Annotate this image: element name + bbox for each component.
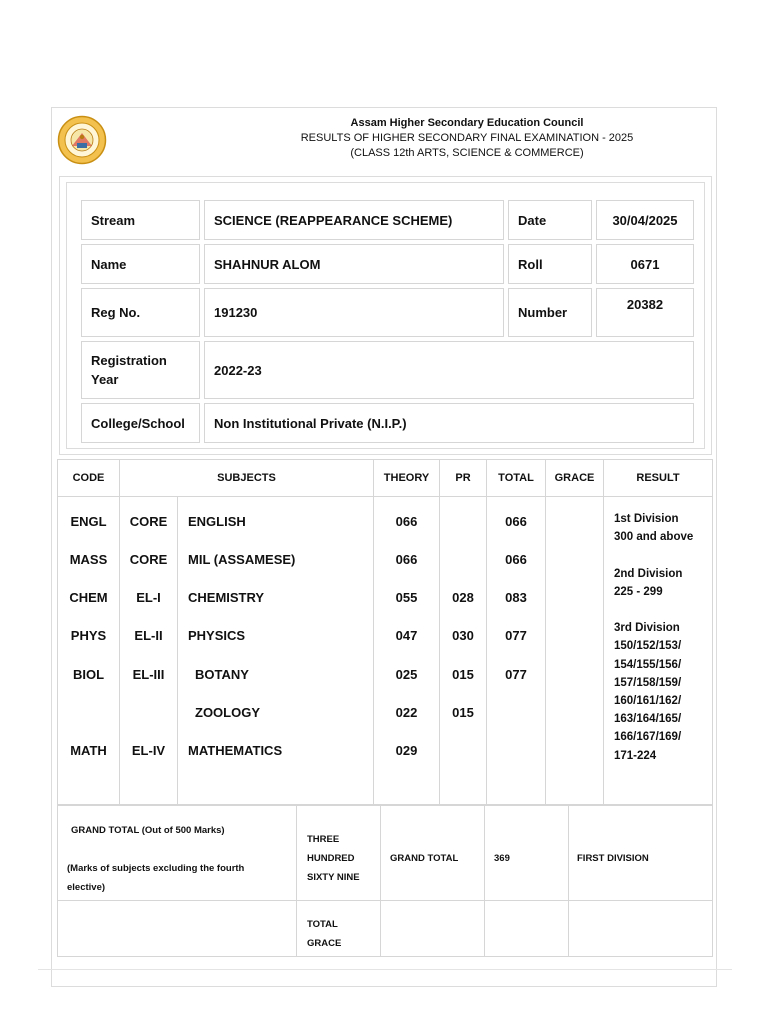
candidate-info-frame <box>59 176 712 455</box>
pr-header: PR <box>455 472 471 484</box>
total-grace-label: GRACE <box>307 938 342 949</box>
row-total: 083 <box>505 590 527 605</box>
division-line: 3rd Division <box>614 622 680 635</box>
row-pr: 015 <box>452 705 474 720</box>
row-type: CORE <box>129 552 168 567</box>
subjects-header: SUBJECTS <box>217 472 276 484</box>
row-theory: 066 <box>395 552 418 567</box>
code-header: CODE <box>72 472 105 484</box>
total-header: TOTAL <box>498 472 534 484</box>
row-code: CHEM <box>69 590 108 605</box>
row-total: 066 <box>505 514 527 529</box>
grand-total-note: (Marks of subjects excluding the fourth elective) <box>67 863 245 893</box>
division-result: FIRST DIVISION <box>577 853 649 864</box>
grand-total-table <box>57 805 713 957</box>
date-value: 30/04/2025 <box>596 200 694 240</box>
division-criteria <box>614 510 710 765</box>
row-subject: MIL (ASSAMESE) <box>188 552 296 567</box>
name-label: Name <box>81 244 200 284</box>
total-grace-label: TOTAL <box>307 919 338 930</box>
grand-total-title: GRAND TOTAL (Out of 500 Marks) <box>71 825 225 836</box>
row-type: EL-III <box>132 667 165 682</box>
empty-cell <box>57 900 297 957</box>
division-line: 1st Division <box>614 513 679 525</box>
row-subject: PHYSICS <box>188 628 246 643</box>
exam-title: RESULTS OF HIGHER SECONDARY FINAL EXAMINATION - 2025 <box>300 132 634 144</box>
row-theory: 055 <box>395 590 418 605</box>
council-seal-logo <box>57 115 107 165</box>
stream-value: SCIENCE (REAPPEARANCE SCHEME) <box>204 200 504 240</box>
reg-no-label: Reg No. <box>81 288 200 337</box>
total-words-line: SIXTY NINE <box>307 872 360 883</box>
division-line: 154/155/156/ <box>614 658 682 671</box>
row-theory: 022 <box>395 705 418 720</box>
result-sheet <box>51 107 717 987</box>
row-type: EL-II <box>134 628 163 643</box>
theory-header: THEORY <box>383 472 430 484</box>
reg-no-value: 191230 <box>204 288 504 337</box>
marks-table <box>57 459 713 805</box>
row-subject: CHEMISTRY <box>188 590 265 605</box>
college-value: Non Institutional Private (N.I.P.) <box>204 403 694 443</box>
result-header: RESULT <box>636 472 680 484</box>
division-line: 160/161/162/ <box>614 695 682 708</box>
row-code: BIOL <box>72 667 105 682</box>
empty-cell <box>484 900 569 957</box>
row-type: EL-I <box>136 590 161 605</box>
empty-cell <box>568 900 713 957</box>
date-label: Date <box>508 200 592 240</box>
row-subject: BOTANY <box>195 667 249 682</box>
roll-label: Roll <box>508 244 592 284</box>
row-theory: 047 <box>395 628 418 643</box>
row-theory: 025 <box>395 667 418 682</box>
row-total <box>486 704 546 722</box>
row-total: 077 <box>505 667 527 682</box>
row-pr: 030 <box>452 628 474 643</box>
class-subtitle: (CLASS 12th ARTS, SCIENCE & COMMERCE) <box>350 147 584 159</box>
row-pr: 028 <box>452 590 474 605</box>
registration-year-label: Registration Year <box>81 341 200 399</box>
grand-total-label: GRAND TOTAL <box>390 853 459 864</box>
row-pr <box>439 742 487 760</box>
row-total: 077 <box>505 628 527 643</box>
candidate-info-box <box>66 182 705 449</box>
page-divider <box>38 969 732 970</box>
row-type: CORE <box>129 514 168 529</box>
division-line <box>614 546 710 564</box>
row-code: MASS <box>69 552 108 567</box>
roll-value: 0671 <box>596 244 694 284</box>
row-subject: MATHEMATICS <box>188 743 283 758</box>
college-label: College/School <box>81 403 200 443</box>
division-line: 150/152/153/ <box>614 640 682 653</box>
row-total <box>486 742 546 760</box>
row-type <box>119 704 178 722</box>
row-total: 066 <box>505 552 527 567</box>
stream-label: Stream <box>81 200 200 240</box>
grace-header: GRACE <box>554 472 595 484</box>
grand-total-value: 369 <box>494 853 510 864</box>
total-words-line: HUNDRED <box>307 853 355 864</box>
division-line: 225 - 299 <box>614 585 663 598</box>
row-code <box>57 704 120 722</box>
registration-year-value: 2022-23 <box>204 341 694 399</box>
row-theory: 029 <box>395 743 418 758</box>
row-theory: 066 <box>395 514 418 529</box>
division-line: 163/164/165/ <box>614 713 682 726</box>
row-code: ENGL <box>70 514 107 529</box>
row-type: EL-IV <box>131 743 166 758</box>
result-header <box>52 108 718 168</box>
number-value: 20382 <box>596 288 694 337</box>
row-code: MATH <box>70 743 107 758</box>
division-line: 171-224 <box>614 749 657 762</box>
division-line: 300 and above <box>614 531 694 544</box>
row-subject: ZOOLOGY <box>195 705 260 720</box>
grace-column <box>545 459 604 805</box>
empty-cell <box>380 900 485 957</box>
division-line: 166/167/169/ <box>614 731 682 744</box>
name-value: SHAHNUR ALOM <box>204 244 504 284</box>
row-pr: 015 <box>452 667 474 682</box>
row-subject: ENGLISH <box>188 514 246 529</box>
division-line: 2nd Division <box>614 567 683 580</box>
division-line: 157/158/159/ <box>614 676 682 689</box>
division-line <box>614 601 710 619</box>
council-name: Assam Higher Secondary Education Council <box>350 117 584 129</box>
row-pr <box>439 513 487 531</box>
row-pr <box>439 551 487 569</box>
row-code: PHYS <box>70 628 107 643</box>
number-label: Number <box>508 288 592 337</box>
total-words-line: THREE <box>307 834 340 845</box>
